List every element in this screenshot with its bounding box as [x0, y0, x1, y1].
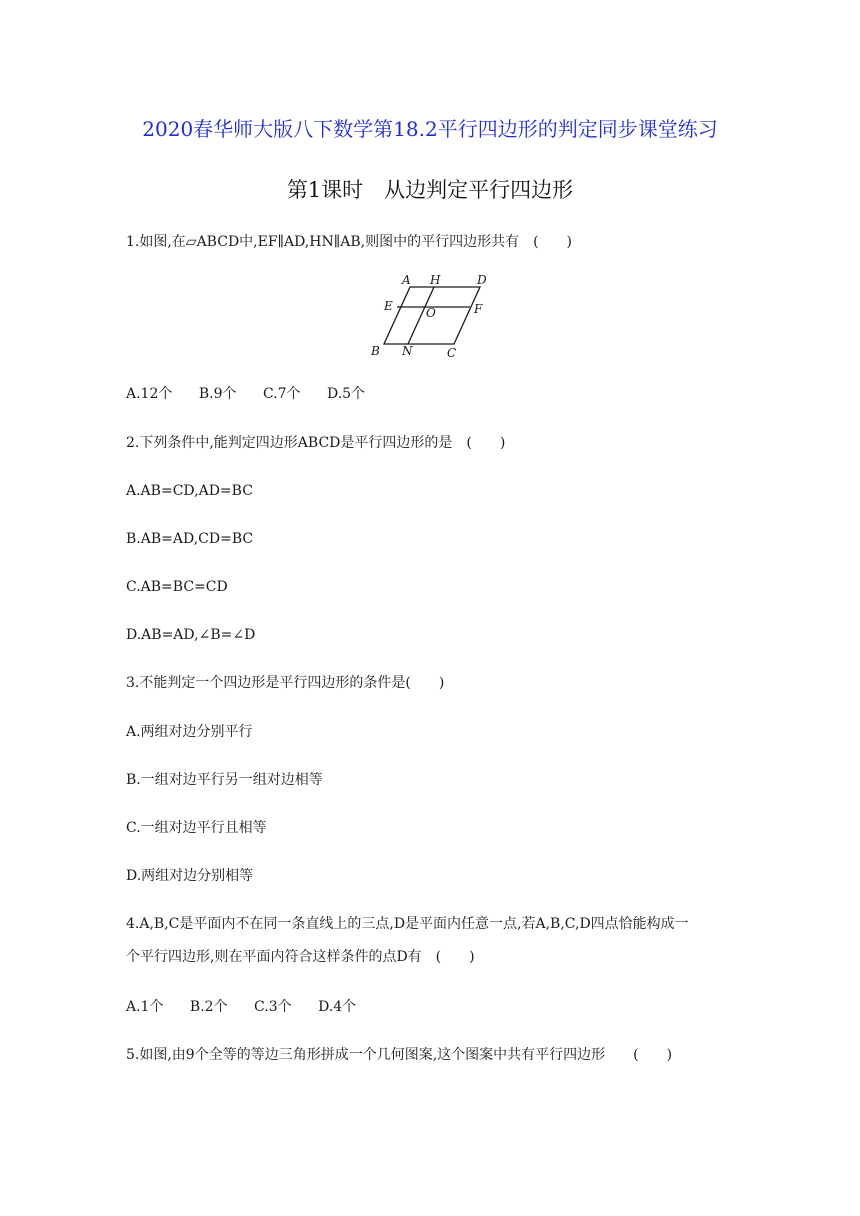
label-f: F: [474, 302, 483, 316]
question-4-stem-line-2: 个平行四边形,则在平面内符合这样条件的点D有 ( ): [126, 949, 475, 965]
option-b: B.2个: [189, 999, 228, 1015]
label-a: A: [402, 273, 411, 287]
document-title: 2020春华师大版八下数学第18.2平行四边形的判定同步课堂练习: [142, 117, 718, 141]
question-4-stem-line-1: 4.A,B,C是平面内不在同一条直线上的三点,D是平面内任意一点,若A,B,C,D四点恰能构成一: [126, 916, 689, 932]
question-2-option-b: B.AB=AD,CD=BC: [126, 531, 254, 547]
label-e: E: [384, 299, 393, 313]
question-3-option-a: A.两组对边分别平行: [126, 724, 253, 740]
label-o: O: [426, 306, 436, 320]
label-b: B: [371, 344, 380, 358]
label-n: N: [402, 344, 413, 358]
question-5-stem: 5.如图,由9个全等的等边三角形拼成一个几何图案,这个图案中共有平行四边形 ( ): [126, 1047, 673, 1063]
option-d: D.4个: [318, 999, 357, 1015]
question-3-stem: 3.不能判定一个四边形是平行四边形的条件是( ): [126, 675, 445, 691]
question-2-option-d: D.AB=AD,∠B=∠D: [126, 627, 256, 643]
option-a: A.1个: [126, 999, 164, 1015]
question-3-option-b: B.一组对边平行另一组对边相等: [126, 772, 323, 788]
question-4-options: [126, 997, 356, 1017]
lesson-subtitle: 第1课时 从边判定平行四边形: [286, 178, 574, 202]
question-1-stem: 1.如图,在▱ABCD中,EF∥AD,HN∥AB,则图中的平行四边形共有 ( ): [126, 234, 573, 250]
question-2-option-a: A.AB=CD,AD=BC: [126, 483, 253, 499]
option-a: A.12个: [126, 386, 173, 402]
question-2-option-c: C.AB=BC=CD: [126, 579, 228, 595]
question-2-stem: 2.下列条件中,能判定四边形ABCD是平行四边形的是 ( ): [126, 435, 506, 451]
question-3-option-d: D.两组对边分别相等: [126, 868, 254, 884]
option-d: D.5个: [326, 386, 366, 402]
question-3-option-c: C.一组对边平行且相等: [126, 820, 267, 836]
question-1-options: [126, 384, 365, 404]
label-d: D: [477, 273, 487, 287]
label-c: C: [447, 346, 457, 360]
label-h: H: [430, 273, 441, 287]
option-c: C.3个: [254, 999, 292, 1015]
parallelogram-figure: [364, 270, 500, 362]
option-c: C.7个: [262, 386, 301, 402]
option-b: B.9个: [198, 386, 237, 402]
